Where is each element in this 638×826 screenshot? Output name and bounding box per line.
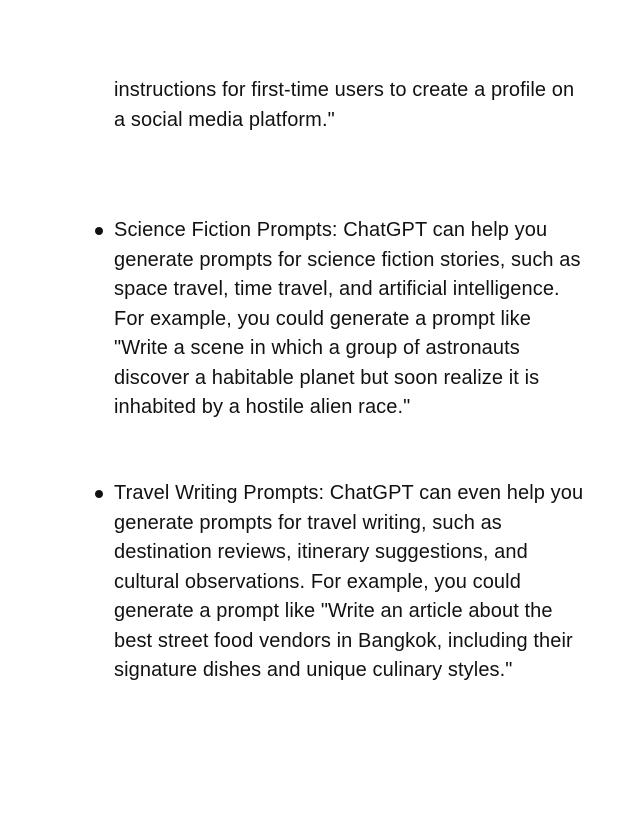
continued-paragraph: instructions for first-time users to create a profile on a social media platform."	[114, 79, 575, 131]
list-item-science-fiction: Science Fiction Prompts: ChatGPT can help you generate prompts for science fiction stories, such as space travel, time travel, and artificial intelligence. For example, you could generate a prompt like "Write a scene in which a group of astronauts discover a habitable planet but soon realize it is inhabited by a hostile alien race."	[114, 219, 581, 418]
bullet-icon	[95, 490, 103, 498]
bullet-icon	[95, 227, 103, 235]
list-item-travel-writing: Travel Writing Prompts: ChatGPT can even help you generate prompts for travel writing, such as destination reviews, itinerary suggestions, and cultural observations. For example, you could generate a prompt like "Write an article about the best street food vendors in Bangkok, including their signature dishes and unique culinary styles."	[114, 482, 584, 681]
